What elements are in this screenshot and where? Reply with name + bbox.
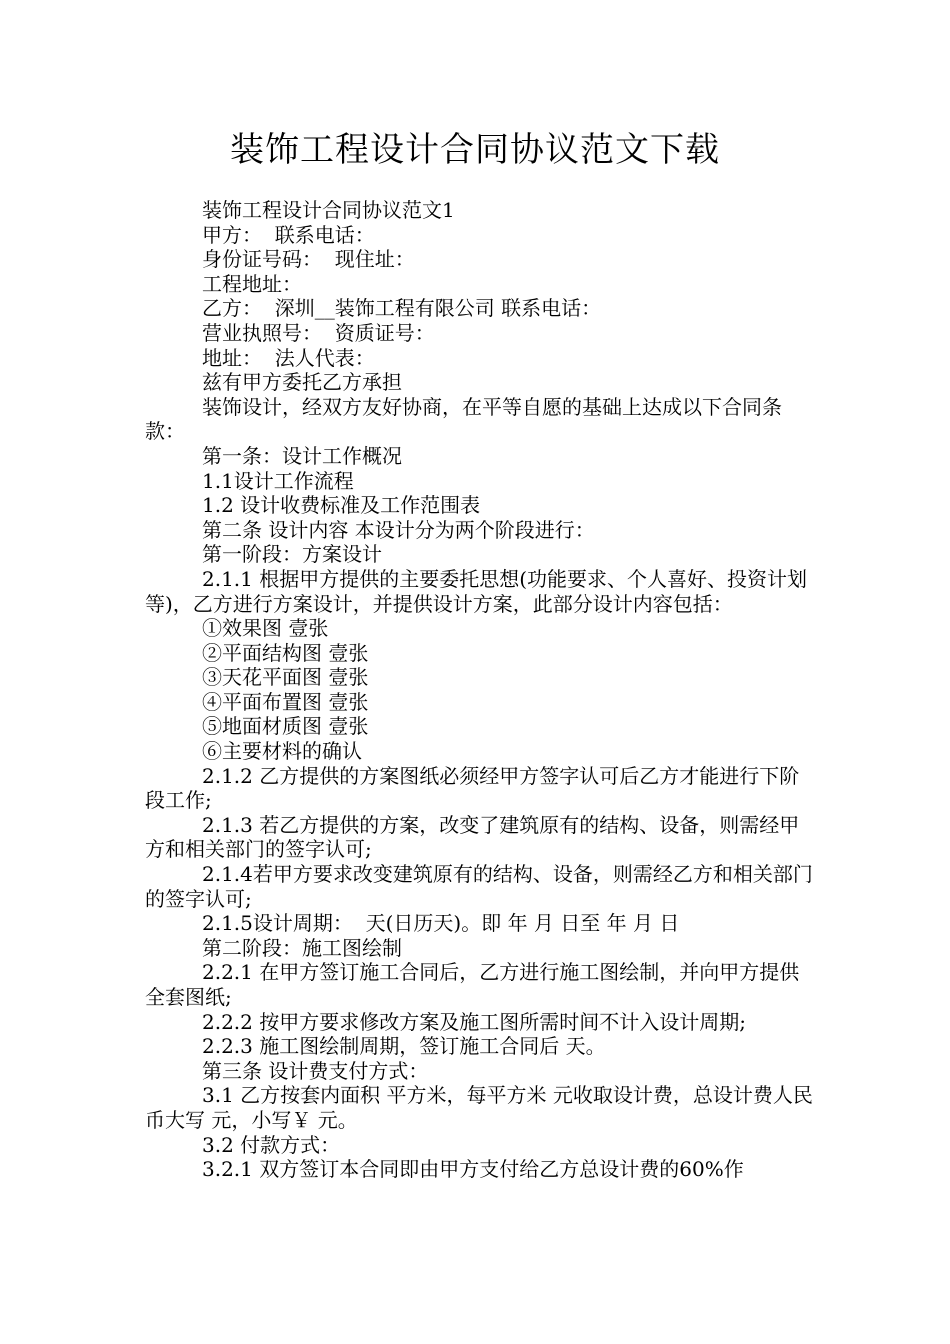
paragraph: 2.1.4若甲方要求改变建筑原有的结构、设备，则需经乙方和相关部门的签字认可; (145, 862, 813, 911)
paragraph: 3.1 乙方按套内面积 平方米，每平方米 元收取设计费，总设计费人民币大写 元，小写￥ 元。 (145, 1083, 813, 1132)
paragraph: ⑥主要材料的确认 (202, 739, 362, 764)
paragraph: 2.1.1 根据甲方提供的主要委托思想(功能要求、个人喜好、投资计划等)，乙方进行方案设计，并提供设计方案，此部分设计内容包括： (145, 566, 808, 616)
paragraph: 装饰设计，经双方友好协商，在平等自愿的基础上达成以下合同条款： (145, 394, 782, 444)
paragraph: 身份证号码： 现住址： (202, 247, 415, 272)
paragraph: 2.2.2 按甲方要求修改方案及施工图所需时间不计入设计周期; (202, 1009, 746, 1034)
paragraph: 装饰工程设计合同协议范文1 (202, 198, 455, 222)
paragraph: 2.2.1 在甲方签订施工合同后，乙方进行施工图绘制，并向甲方提供全套图纸; (145, 960, 800, 1009)
paragraph: 兹有甲方委托乙方承担 (202, 370, 402, 395)
paragraph: 2.1.3 若乙方提供的方案，改变了建筑原有的结构、设备，则需经甲方和相关部门的签字认可; (145, 812, 800, 862)
paragraph: 乙方： 深圳__装饰工程有限公司 联系电话： (202, 296, 602, 321)
paragraph: ②平面结构图 壹张 (202, 640, 369, 665)
paragraph: 1.2 设计收费标准及工作范围表 (202, 493, 481, 518)
paragraph: 第二条 设计内容 本设计分为两个阶段进行： (202, 517, 595, 542)
paragraph: 第三条 设计费支付方式： (202, 1058, 429, 1083)
paragraph: ③天花平面图 壹张 (202, 665, 369, 690)
paragraph: 营业执照号： 资质证号： (202, 320, 435, 345)
paragraph: 3.2.1 双方签订本合同即由甲方支付给乙方总设计费的60%作 (202, 1157, 744, 1182)
paragraph: ⑤地面材质图 壹张 (202, 714, 369, 739)
document-body (145, 198, 813, 1182)
paragraph: 甲方： 联系电话： (202, 222, 375, 247)
paragraph: 2.1.5设计周期： 天(日历天)。即 年 月 日至 年 月 日 (202, 911, 680, 936)
paragraph: 第二阶段：施工图绘制 (202, 935, 402, 960)
paragraph: 2.2.3 施工图绘制周期，签订施工合同后 天。 (202, 1034, 606, 1059)
paragraph: 第一阶段：方案设计 (202, 542, 382, 567)
paragraph: 1.1设计工作流程 (202, 468, 354, 493)
paragraph: 地址： 法人代表： (202, 345, 375, 370)
paragraph: 2.1.2 乙方提供的方案图纸必须经甲方签字认可后乙方才能进行下阶段工作; (145, 763, 800, 813)
document-title: 装饰工程设计合同协议范文下载 (230, 130, 720, 170)
paragraph: 3.2 付款方式： (202, 1132, 341, 1157)
paragraph: 工程地址： (202, 271, 302, 296)
paragraph: ①效果图 壹张 (202, 616, 329, 641)
paragraph: ④平面布置图 壹张 (202, 689, 369, 714)
paragraph: 第一条：设计工作概况 (202, 443, 402, 468)
